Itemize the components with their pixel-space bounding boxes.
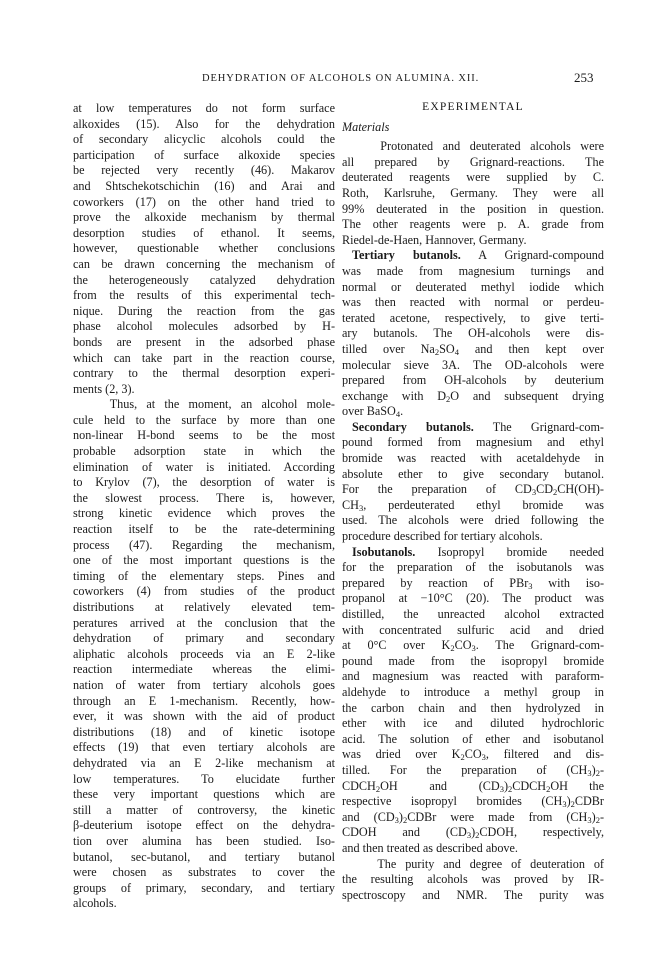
paragraph-line: however, questionable whether conclusions [73, 241, 335, 256]
right-column [342, 101, 604, 903]
paragraph-line: acid. The solution of ether and isobutanol [342, 731, 604, 746]
paragraph-line: the carbon chain and then hydrolyzed in [342, 700, 604, 715]
paragraph-line: at 0°C over $K_2CO_3$. The Grignard-com- [342, 638, 604, 654]
paragraph-line: effects (19) that even tertiary alcohols are [73, 740, 335, 755]
paragraph-line: cule held to the surface by more than one [73, 412, 335, 427]
paragraph-line: distilled, the unreacted alcohol extracted [342, 607, 604, 621]
paragraph-line: The purity and degree of deuteration of [342, 856, 604, 871]
paragraph-line: and Shtschekotschichin (16) and Arai and [73, 178, 335, 193]
paragraph-line: ary butanols. The OH-alcohols were dis- [342, 326, 604, 341]
paragraph-line: 99% deuterated in the position in question. [342, 201, 604, 216]
paragraph-line: distributions (18) and of kinetic isotope [73, 724, 335, 739]
paragraph-line: Protonated and deuterated alcohols were [342, 139, 604, 154]
paragraph-line: with concentrated sulfuric acid and dried [342, 622, 604, 637]
paragraph-line: and $(CD_3)_2CDBr$ were made from $(CH_3)_2-$ [342, 809, 604, 825]
paragraph-line: prove the alkoxide mechanism by thermal [73, 210, 335, 225]
paragraph-line: process (47). Regarding the mechanism, [73, 537, 335, 552]
paragraph-line: these very important questions which are [73, 787, 335, 802]
paragraph-line: from the results of this experimental tech- [73, 288, 335, 303]
paragraph-line: tilled over $Na_2SO_4$ and then kept over [342, 341, 604, 357]
page-number: 253 [574, 70, 594, 85]
paragraph-line: at low temperatures do not form surface [73, 101, 335, 115]
paragraph-line: deuterated reagents were supplied by C. [342, 170, 604, 185]
run-in-heading-isobutanols: Isobutanols. [352, 544, 416, 559]
paragraph-line: ever, it was shown with the aid of product [73, 709, 335, 724]
paragraph-line: β-deuterium isotope effect on the dehydra- [73, 818, 335, 833]
paragraph-line: nation of water from tertiary alcohols goes [73, 677, 335, 692]
paragraph-line: exchange with $D_2O$ and subsequent drying [342, 388, 604, 404]
paragraph-line: pound made from the isopropyl bromide [342, 653, 604, 668]
paragraph-line: which can take part in the reaction course, [73, 350, 335, 365]
paragraph-line: Tertiary butanols. A Grignard-compound [352, 248, 604, 263]
paragraph-line: molecular sieve 3A. The OD-alcohols were [342, 357, 604, 372]
paragraph-line: used. The alcohols were dried following the [342, 513, 604, 528]
subheading-materials: Materials [342, 119, 390, 134]
paragraph-line: contrary to the thermal desorption experi- [73, 366, 335, 381]
paragraph-line: the heterogeneously catalyzed dehydration [73, 272, 335, 287]
paragraph-line: bromide was reacted with acetaldehyde in [342, 451, 604, 466]
paragraph-line: butanol, sec-butanol, and tertiary butanol [73, 849, 335, 864]
paragraph-line: was dried over $K_2CO_3$, filtered and dis- [342, 747, 604, 763]
section-heading-experimental: EXPERIMENTAL [422, 101, 524, 113]
paragraph-line: For the preparation of $CD_3CD_2CH(OH)-$ [342, 482, 604, 498]
paragraph-line: the slowest process. There is, however, [73, 490, 335, 505]
paragraph-line: reaction itself to be the rate-determining [73, 522, 335, 537]
paragraph-line: elimination of water is initiated. According [73, 459, 335, 474]
paragraph-line: respective isopropyl bromides $(CH_3)_2CDBr$ [342, 794, 604, 810]
paragraph-line: and magnesium was reacted with paraform- [342, 669, 604, 684]
paragraph-line: for the preparation of the isobutanols was [342, 560, 604, 575]
paragraph-line: distributions at relatively elevated tem- [73, 600, 335, 614]
paragraph-line: Isobutanols. Isopropyl bromide needed [352, 544, 604, 559]
paragraph-line: ether with ice and diluted hydrochloric [342, 716, 604, 731]
paragraph-line: of secondary alicyclic alcohols could the [73, 132, 335, 147]
paragraph-line: were chosen as substrates to cover the [73, 865, 335, 880]
paragraph-line: peratures arrived at the conclusion that the [73, 615, 335, 630]
paragraph-line: CDOH and $(CD_3)_2CDOH$, respectively, [342, 825, 604, 841]
paragraph-line: all prepared by Grignard-reactions. The [342, 154, 604, 169]
paragraph-line: can be drawn concerning the mechanism of [73, 256, 335, 271]
run-in-heading-tertiary: Tertiary butanols. [352, 248, 461, 263]
paragraph-line: alcohols. [73, 896, 117, 911]
paragraph-line: tilled. For the preparation of $(CH_3)_2-$ [342, 762, 604, 778]
paragraph-line: spectroscopy and NMR. The purity was [342, 887, 604, 902]
paragraph-line: coworkers (17) on the other hand tried to [73, 194, 335, 209]
paragraph-line: phase alcohol molecules adsorbed by H- [73, 319, 335, 334]
paragraph-line: participation of surface alkoxide species [73, 147, 335, 162]
paragraph-line: non-linear H-bond seems to be the most [73, 428, 335, 443]
running-head: DEHYDRATION OF ALCOHOLS ON ALUMINA. XII. [202, 73, 480, 84]
paragraph-line: was made from magnesium turnings and [342, 263, 604, 278]
paragraph-line: absolute ether to give secondary butanol. [342, 466, 604, 481]
left-column [73, 101, 335, 912]
paragraph-line: dehydration of primary and secondary [73, 631, 335, 646]
paragraph-line: through an E 1-mechanism. Recently, how- [73, 693, 335, 708]
paragraph-line: prepared by reaction of PBr$_3$ with iso- [342, 575, 604, 591]
paragraph-line: The other reagents were p. A. grade from [342, 217, 604, 232]
paragraph-line: low temperatures. To elucidate further [73, 771, 335, 786]
paragraph-line: Riedel-de-Haen, Hannover, Germany. [342, 232, 527, 247]
paragraph-line: and then treated as described above. [342, 840, 518, 855]
paragraph-line: one of the most important questions is the [73, 553, 335, 568]
paragraph-line: procedure described for tertiary alcohols. [342, 529, 543, 544]
run-in-heading-secondary: Secondary butanols. [352, 419, 474, 434]
paragraph-line: bonds are present in the adsorbed phase [73, 334, 335, 349]
paragraph-line: pound formed from magnesium and ethyl [342, 435, 604, 450]
paragraph-line: over BaSO$_4$. [342, 404, 404, 420]
paragraph-line: coworkers (4) from studies of the product [73, 584, 335, 599]
paragraph-line: $CDCH_2OH$ and $(CD_3)_2CDCH_2OH$ the [342, 778, 604, 794]
paragraph-line: normal or deuterated methyl iodide which [342, 279, 604, 294]
paragraph-line: strong kinetic evidence which proves the [73, 506, 335, 521]
paragraph-line: Roth, Karlsruhe, Germany. They were all [342, 185, 604, 200]
paragraph-line: desorption studies of ethanol. It seems, [73, 225, 335, 240]
paragraph-line: probable adsorption state in which the [73, 444, 335, 459]
paragraph-line: to Krylov (7), the desorption of water is [73, 475, 335, 490]
paragraph-line: alkoxides (15). Also for the dehydration [73, 116, 335, 131]
paragraph-line: be rejected very recently (46). Makarov [73, 163, 335, 178]
paragraph-line: groups of primary, secondary, and tertiary [73, 880, 335, 895]
paragraph-line: ments (2, 3). [73, 381, 135, 396]
paragraph-line: $CH_3$, perdeuterated ethyl bromide was [342, 497, 604, 513]
paragraph-line: was then reacted with normal or perdeu- [342, 295, 604, 310]
paragraph-line: tion over alumina has been studied. Iso- [73, 833, 335, 848]
paragraph-line: prepared from OH-alcohols by deuterium [342, 373, 604, 388]
paragraph-line: aldehyde to introduce a methyl group in [342, 684, 604, 699]
paragraph-line: aliphatic alcohols proceeds via an E 2-like [73, 646, 335, 661]
paragraph-line: Thus, at the moment, an alcohol mole- [73, 397, 335, 412]
paragraph-line: the resulting alcohols was proved by IR- [342, 872, 604, 887]
paragraph-line: propanol at −10°C (20). The product was [342, 591, 604, 606]
paragraph-line: timing of the elementary steps. Pines and [73, 568, 335, 583]
paragraph-line: nique. During the reaction from the gas [73, 303, 335, 318]
paragraph-line: dehydrated via an E 2-like mechanism at [73, 755, 335, 770]
paragraph-line: Secondary butanols. The Grignard-com- [352, 419, 604, 434]
paragraph-line: still a matter of controversy, the kinetic [73, 802, 335, 817]
paragraph-line: reaction intermediate whereas the elimi- [73, 662, 335, 677]
paragraph-line: terated acetone, respectively, to give terti- [342, 310, 604, 325]
